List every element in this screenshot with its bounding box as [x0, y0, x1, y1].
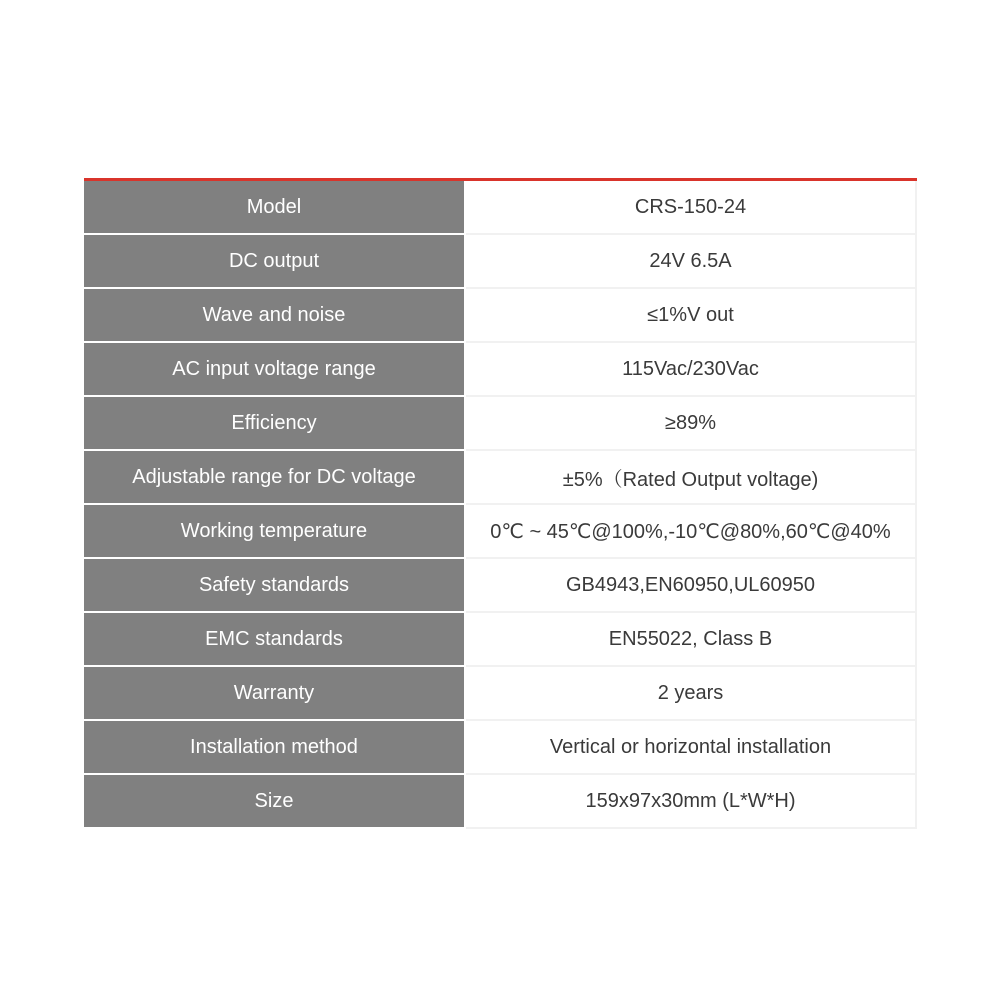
spec-value: CRS-150-24	[465, 180, 916, 235]
spec-label: Model	[84, 180, 465, 235]
spec-label: Wave and noise	[84, 288, 465, 342]
spec-row-working-temperature	[84, 504, 916, 558]
spec-row-adjustable-range	[84, 450, 916, 504]
spec-value: 0℃ ~ 45℃@100%,-10℃@80%,60℃@40%	[465, 504, 916, 558]
spec-table	[84, 178, 917, 829]
spec-row-emc-standards	[84, 612, 916, 666]
spec-row-installation-method	[84, 720, 916, 774]
spec-row-size	[84, 774, 916, 828]
spec-label: Size	[84, 774, 465, 828]
spec-row-model	[84, 180, 916, 235]
spec-label: Warranty	[84, 666, 465, 720]
spec-label: DC output	[84, 234, 465, 288]
spec-value: 24V 6.5A	[465, 234, 916, 288]
spec-label: Working temperature	[84, 504, 465, 558]
spec-label: Safety standards	[84, 558, 465, 612]
spec-label: Adjustable range for DC voltage	[84, 450, 465, 504]
spec-value: 159x97x30mm (L*W*H)	[465, 774, 916, 828]
spec-row-efficiency	[84, 396, 916, 450]
spec-label: Installation method	[84, 720, 465, 774]
spec-value: Vertical or horizontal installation	[465, 720, 916, 774]
spec-value: GB4943,EN60950,UL60950	[465, 558, 916, 612]
spec-value: 2 years	[465, 666, 916, 720]
spec-row-safety-standards	[84, 558, 916, 612]
spec-value: ±5%（Rated Output voltage)	[465, 450, 916, 504]
spec-label: Efficiency	[84, 396, 465, 450]
spec-label: AC input voltage range	[84, 342, 465, 396]
spec-value: ≤1%V out	[465, 288, 916, 342]
spec-value: ≥89%	[465, 396, 916, 450]
spec-value: 115Vac/230Vac	[465, 342, 916, 396]
spec-row-wave-noise	[84, 288, 916, 342]
spec-row-warranty	[84, 666, 916, 720]
spec-label: EMC standards	[84, 612, 465, 666]
spec-row-ac-input	[84, 342, 916, 396]
spec-row-dc-output	[84, 234, 916, 288]
spec-value: EN55022, Class B	[465, 612, 916, 666]
